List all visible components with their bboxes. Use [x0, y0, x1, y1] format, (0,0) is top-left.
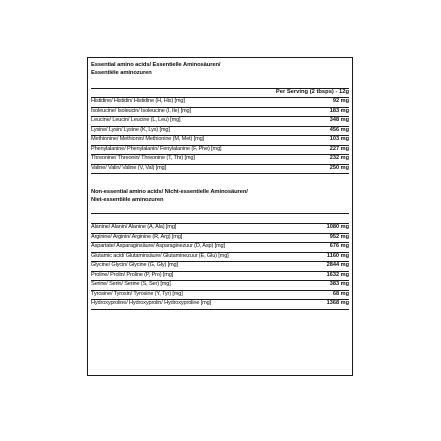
row-value: 183 mg	[329, 107, 349, 114]
table-row	[91, 281, 349, 291]
table-row	[91, 224, 349, 234]
row-value: 1632 mg	[326, 271, 349, 278]
row-value: 103 mg	[329, 136, 349, 143]
essential-title-line1: Essential amino acids/ Essentielle Aminosäuren/	[91, 62, 221, 68]
essential-title-line2: Essentiële aminozuren	[91, 70, 152, 76]
table-content	[91, 61, 349, 310]
table-row	[91, 127, 349, 137]
row-label: Isoleucine/ Isoleucin/ Isoleucine (I, Ile) [mg]	[91, 107, 191, 114]
row-label: Lysine/ Lysin/ Lysine (K, Lys) [mg]	[91, 126, 170, 133]
essential-rows	[91, 98, 349, 174]
row-label: Leucine/ Leucin/ Leucine (L, Leu) [mg]	[91, 117, 181, 124]
nonessential-rows	[91, 224, 349, 310]
divider	[91, 77, 349, 89]
table-row	[91, 146, 349, 156]
per-serving-label: Per Serving (2 tbsps) - 12g	[275, 89, 349, 96]
per-serving-header	[91, 89, 349, 98]
row-label: Proline/ Prolin/ Proline (P, Pro) [mg]	[91, 271, 174, 278]
table-row	[91, 243, 349, 253]
row-label: Aspartate/ Asparaginsäure/ Asparaginezuur (D, Asp) [mg]	[91, 243, 225, 250]
row-label: Hydroxyproline/ Hydroxyprolin/ Hydroxyproline [mg]	[91, 300, 211, 307]
spacer	[91, 174, 349, 188]
row-label: Phenylalanine/ Phenylalanin/ Fenylalanine (F, Phe) [mg]	[91, 145, 222, 152]
row-value: 952 mg	[329, 233, 349, 240]
row-value: 1080 mg	[326, 224, 349, 231]
row-value: 456 mg	[329, 126, 349, 133]
divider	[91, 214, 349, 224]
table-row	[91, 253, 349, 263]
row-label: Alanine/ Alanin/ Alanine (A, Ala) [mg]	[91, 224, 177, 231]
row-label: Methionine/ Methionin/ Methionine (M, Met) [mg]	[91, 136, 204, 143]
row-label: Tyrosine/ Tyrosin/ Tyrosine (Y, Tyr) [mg]	[91, 290, 183, 297]
table-row	[91, 98, 349, 108]
row-value: 676 mg	[329, 243, 349, 250]
table-row	[91, 291, 349, 301]
row-value: 232 mg	[329, 155, 349, 162]
row-label: Valine/ Valin/ Valine (V, Val) [mg]	[91, 164, 166, 171]
row-value: 348 mg	[329, 117, 349, 124]
row-label: Histidine/ Histidin/ Histidine (H, His) [mg]	[91, 98, 185, 105]
row-value: 92 mg	[332, 98, 349, 105]
row-value: 1160 mg	[326, 252, 349, 259]
table-row	[91, 155, 349, 165]
row-value: 1368 mg	[326, 300, 349, 307]
nonessential-title-line1: Non-essential amino acids/ Nicht-essentielle Aminosäuren/	[91, 189, 248, 195]
divider	[91, 204, 349, 214]
table-row	[91, 136, 349, 146]
row-value: 68 mg	[332, 290, 349, 297]
row-label: Threonine/ Threonin/ Threonine (T, Thr) [mg]	[91, 155, 195, 162]
table-row	[91, 234, 349, 244]
table-row	[91, 262, 349, 272]
table-row	[91, 272, 349, 282]
row-value: 227 mg	[329, 145, 349, 152]
table-row	[91, 108, 349, 118]
row-value: 250 mg	[329, 164, 349, 171]
amino-acid-table	[87, 57, 353, 376]
row-label: Arginine/ Arginin/ Arginine (R, Arg) [mg]	[91, 233, 183, 240]
row-label: Glutamic acid/ Glutaminsäure/ Glutaminezuur (E, Glu) [mg]	[91, 252, 229, 259]
table-row	[91, 300, 349, 310]
row-label: Glycine/ Glycin/ Glycine (G, Gly) [mg]	[91, 262, 178, 269]
nonessential-title-line2: Niet-essentiële aminozuren	[91, 197, 164, 203]
row-value: 383 mg	[329, 281, 349, 288]
table-row	[91, 117, 349, 127]
row-value: 2844 mg	[326, 262, 349, 269]
table-row	[91, 165, 349, 175]
row-label: Serine/ Serin/ Serine (S, Ser) [mg]	[91, 281, 171, 288]
